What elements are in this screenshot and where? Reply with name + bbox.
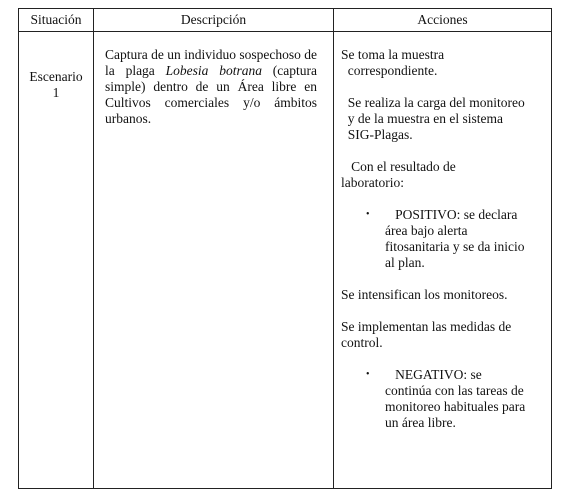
negativo-line: continúa con las tareas de [385,383,524,398]
accion-1-line: correspondiente. [347,63,438,78]
situacion-cell [19,69,93,101]
actions-table [18,8,552,489]
accion-4: Se intensifican los monitoreos. [341,287,508,302]
accion-3-line: Con el resultado de [351,159,456,174]
positivo-line: al plan. [385,255,425,270]
accion-2-line: SIG-Plagas. [347,127,413,142]
situacion-line2: 1 [52,85,60,100]
bullet-icon: • [366,369,370,380]
bullet-negativo [341,367,547,431]
accion-2-line: y de la muestra en el sistema [347,111,503,126]
column-divider [93,9,94,488]
situacion-line1: Escenario [29,69,83,84]
header-situacion: Situación [30,12,82,27]
accion-2 [341,95,547,143]
positivo-line: POSITIVO: se declara [395,207,518,222]
accion-1-line: Se toma la muestra [341,47,445,62]
accion-3 [341,159,547,191]
header-divider [19,31,551,32]
descripcion-text-b: (captura simple) dentro de un Área libre en Cultivos comerciales y/o ámbitos urbanos. [105,63,318,126]
accion-5 [341,319,547,351]
positivo-line: fitosanitaria y se da inicio [385,239,525,254]
accion-1 [341,47,547,79]
accion-5-line: Se implementan las medidas de [341,319,512,334]
accion-3-line: laboratorio: [341,175,404,190]
accion-5-line: control. [341,335,383,350]
bullet-positivo [341,207,547,271]
header-descripcion: Descripción [180,12,247,27]
accion-2-line: Se realiza la carga del monitoreo [347,95,525,110]
acciones-cell [341,47,547,431]
descripcion-cell [105,47,317,127]
negativo-line: NEGATIVO: se [395,367,482,382]
descripcion-text-a: Captura de un individuo sospechoso de la plaga [105,47,317,78]
descripcion-species: Lobesia botrana [165,63,262,78]
bullet-icon: • [366,209,370,220]
negativo-line: un área libre. [385,415,456,430]
column-divider [333,9,334,488]
negativo-line: monitoreo habituales para [385,399,526,414]
positivo-line: área bajo alerta [385,223,468,238]
header-acciones: Acciones [417,12,468,27]
